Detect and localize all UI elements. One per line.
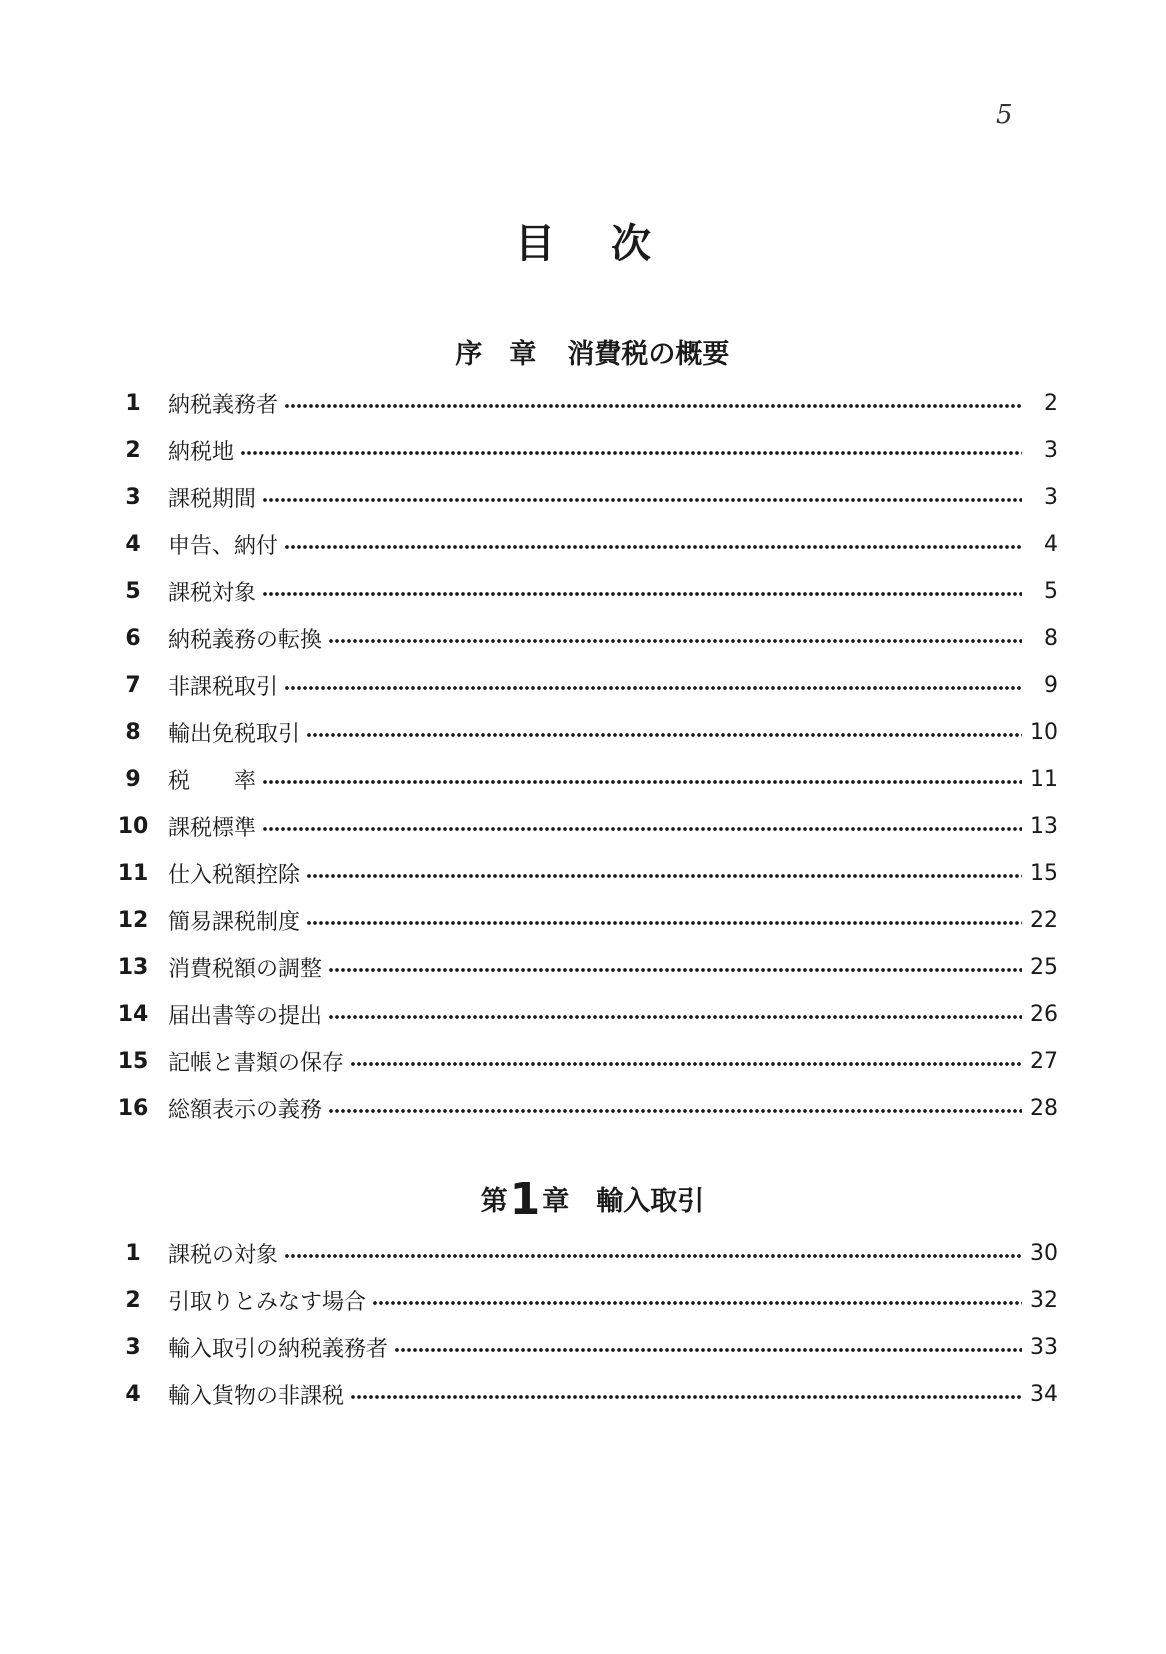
chapter-heading <box>0 1143 1166 1225</box>
dot-leader <box>328 968 1022 972</box>
toc-entry-page: 13 <box>1030 814 1058 839</box>
toc-entry-number: 3 <box>125 1335 141 1360</box>
toc-entry-number: 4 <box>125 1382 141 1407</box>
dot-leader <box>262 498 1022 502</box>
dot-leader <box>262 780 1022 784</box>
toc-entry-title: 納税地 <box>168 440 235 465</box>
toc-entry-page: 34 <box>1030 1382 1058 1407</box>
toc-entry-title: 課税の対象 <box>168 1243 279 1268</box>
toc-entry-number: 2 <box>125 1288 141 1313</box>
toc-list <box>108 380 1058 1132</box>
toc-entry-page: 2 <box>1044 391 1058 416</box>
page-title: 目次 <box>515 221 707 267</box>
toc-entry-title: 課税対象 <box>168 581 257 606</box>
toc-entry-title: 消費税額の調整 <box>168 957 323 982</box>
toc-entry <box>108 380 1058 427</box>
toc-entry-page: 11 <box>1030 767 1058 792</box>
toc-entry-page: 3 <box>1044 438 1058 463</box>
toc-entry-title: 仕入税額控除 <box>168 863 301 888</box>
toc-entry <box>108 568 1058 615</box>
dot-leader <box>328 1015 1022 1019</box>
toc-entry-number: 6 <box>125 626 141 651</box>
toc-entry-title: 記帳と書類の保存 <box>168 1051 345 1076</box>
toc-entry-title: 非課税取引 <box>168 675 279 700</box>
chapter-heading-title: 輸入取引 <box>596 1186 705 1217</box>
toc-entry-page: 5 <box>1044 579 1058 604</box>
toc-entry <box>108 944 1058 991</box>
toc-entry-title: 課税標準 <box>168 816 257 841</box>
chapter-heading <box>0 296 1166 378</box>
toc-entry-number: 10 <box>117 814 149 839</box>
dot-leader <box>262 592 1022 596</box>
dot-leader <box>240 451 1022 455</box>
toc-entry <box>108 474 1058 521</box>
toc-entry-title: 輸入貨物の非課税 <box>168 1384 345 1409</box>
toc-entry-number: 1 <box>125 1241 141 1266</box>
toc-entry-number: 13 <box>117 955 149 980</box>
toc-entry <box>108 427 1058 474</box>
toc-entry <box>108 850 1058 897</box>
toc-entry-number: 3 <box>125 485 141 510</box>
dot-leader <box>306 874 1022 878</box>
dot-leader <box>350 1062 1022 1066</box>
toc-entry-page: 30 <box>1030 1241 1058 1266</box>
toc-entry-title: 総額表示の義務 <box>168 1098 323 1123</box>
chapter-heading-title: 消費税の概要 <box>567 339 730 370</box>
toc-entry-page: 4 <box>1044 532 1058 557</box>
toc-entry-number: 2 <box>125 438 141 463</box>
dot-leader <box>284 404 1022 408</box>
chapter-heading-number: 1 <box>509 1174 541 1225</box>
toc-entry <box>108 1324 1058 1371</box>
toc-entry <box>108 991 1058 1038</box>
toc-entry <box>108 662 1058 709</box>
toc-entry-number: 14 <box>117 1002 149 1027</box>
toc-entry-page: 3 <box>1044 485 1058 510</box>
toc-entry-number: 16 <box>117 1096 149 1121</box>
toc-entry-number: 15 <box>117 1049 149 1074</box>
chapter-heading-prefix: 序 章 <box>455 339 564 370</box>
toc-entry-page: 32 <box>1030 1288 1058 1313</box>
toc-entry <box>108 1038 1058 1085</box>
chapter-heading-suffix: 章 <box>542 1186 597 1217</box>
toc-entry-title: 課税期間 <box>168 487 257 512</box>
toc-entry-title: 輸出免税取引 <box>168 722 301 747</box>
toc-entry-number: 4 <box>125 532 141 557</box>
toc-entry-title: 申告、納付 <box>168 534 279 559</box>
dot-leader <box>350 1395 1022 1399</box>
toc-entry-page: 33 <box>1030 1335 1058 1360</box>
toc-entry-number: 9 <box>125 767 141 792</box>
dot-leader <box>284 686 1022 690</box>
dot-leader <box>328 1109 1022 1113</box>
toc-entry-title: 簡易課税制度 <box>168 910 301 935</box>
toc-list <box>108 1230 1058 1418</box>
toc-entry-number: 1 <box>125 391 141 416</box>
dot-leader <box>306 733 1022 737</box>
toc-entry-title: 届出書等の提出 <box>168 1004 323 1029</box>
toc-entry <box>108 897 1058 944</box>
dot-leader <box>262 827 1022 831</box>
toc-entry-number: 8 <box>125 720 141 745</box>
toc-entry-page: 22 <box>1030 908 1058 933</box>
toc-entry-title: 引取りとみなす場合 <box>168 1290 367 1315</box>
toc-entry <box>108 1230 1058 1277</box>
toc-entry-page: 9 <box>1044 673 1058 698</box>
dot-leader <box>284 545 1022 549</box>
toc-entry <box>108 1085 1058 1132</box>
toc-entry-number: 11 <box>117 861 149 886</box>
toc-entry-page: 15 <box>1030 861 1058 886</box>
toc-entry-title: 納税義務の転換 <box>168 628 323 653</box>
toc-entry-title: 輸入取引の納税義務者 <box>168 1337 389 1362</box>
dot-leader <box>284 1254 1022 1258</box>
toc-entry <box>108 521 1058 568</box>
toc-entry-title: 納税義務者 <box>168 393 279 418</box>
toc-entry <box>108 709 1058 756</box>
toc-entry-page: 8 <box>1044 626 1058 651</box>
page-number: 5 <box>996 100 1013 130</box>
toc-entry-page: 25 <box>1030 955 1058 980</box>
toc-entry <box>108 1371 1058 1418</box>
dot-leader <box>328 639 1022 643</box>
dot-leader <box>394 1348 1022 1352</box>
toc-entry-number: 5 <box>125 579 141 604</box>
toc-entry <box>108 756 1058 803</box>
toc-entry-page: 27 <box>1030 1049 1058 1074</box>
dot-leader <box>372 1301 1022 1305</box>
toc-entry-number: 12 <box>117 908 149 933</box>
toc-entry-page: 26 <box>1030 1002 1058 1027</box>
chapter-heading-prefix: 第 <box>480 1186 508 1217</box>
toc-entry-title: 税 率 <box>168 769 257 794</box>
toc-entry <box>108 1277 1058 1324</box>
toc-entry-number: 7 <box>125 673 141 698</box>
toc-entry <box>108 803 1058 850</box>
toc-entry-page: 28 <box>1030 1096 1058 1121</box>
toc-entry-page: 10 <box>1030 720 1058 745</box>
toc-entry <box>108 615 1058 662</box>
dot-leader <box>306 921 1022 925</box>
